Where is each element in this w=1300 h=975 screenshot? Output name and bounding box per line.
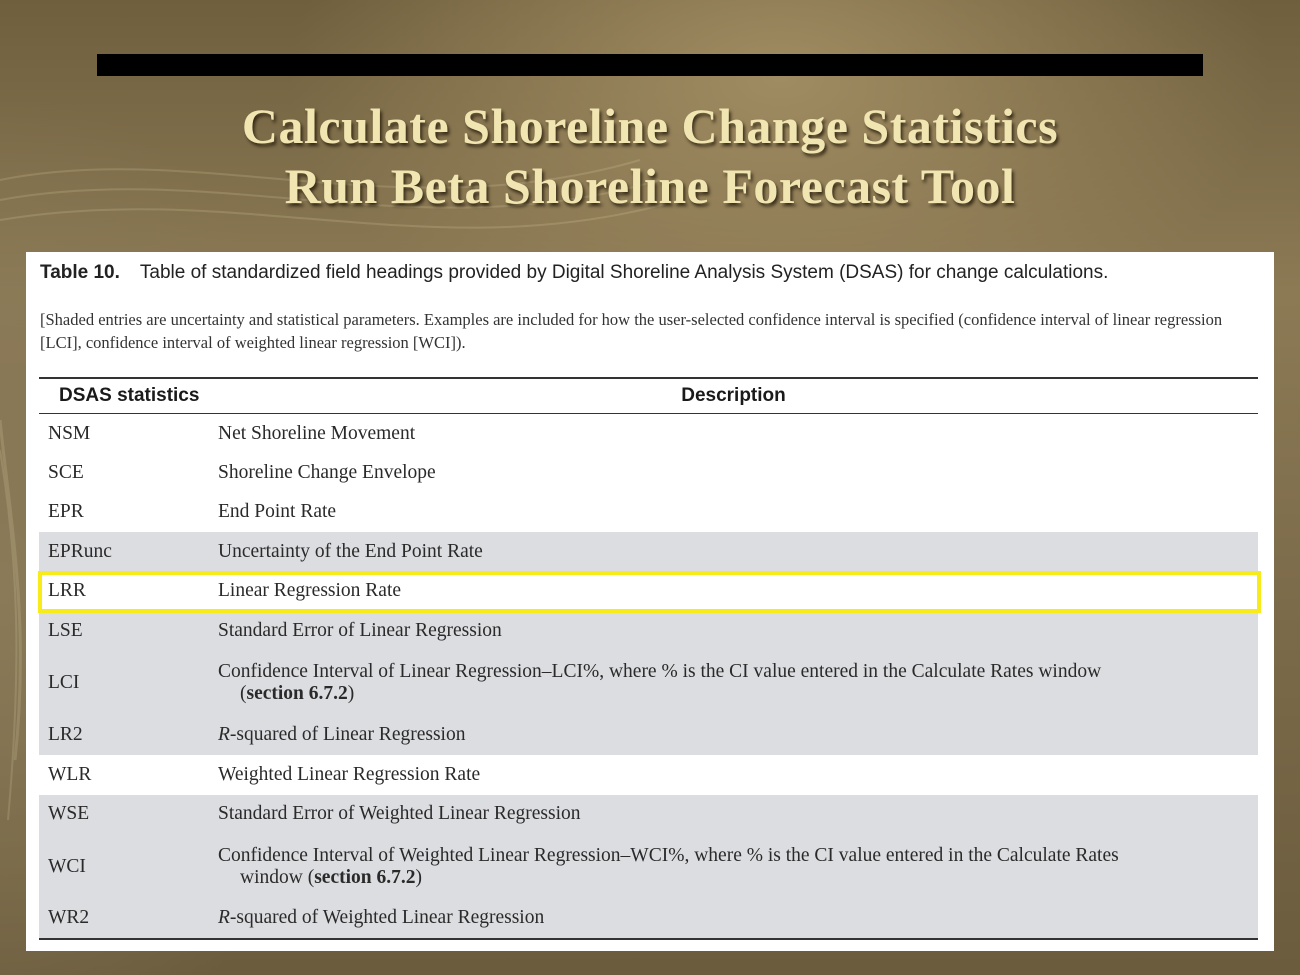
table-row [39, 414, 1258, 454]
stat-description: Shoreline Change Envelope [218, 461, 436, 483]
table-row [39, 834, 1258, 899]
table-row [39, 651, 1258, 716]
dsas-statistics-table [39, 377, 1258, 940]
stat-code: WSE [39, 795, 209, 835]
paren-open: ( [240, 683, 247, 704]
lrr-highlight-box [38, 571, 1261, 613]
stat-code: WCI [39, 834, 209, 899]
stat-code: NSM [48, 422, 91, 444]
stat-description [209, 834, 1258, 899]
paren-close: ) [347, 683, 355, 704]
stat-description-main: Confidence Interval of Linear Regression–LCI%, where % is the CI value entered in the Calculate Rates window [218, 661, 1102, 682]
stat-description: End Point Rate [218, 501, 337, 523]
table-caption-label: Table 10. [40, 262, 120, 283]
stat-description: Net Shoreline Movement [218, 422, 416, 444]
stat-code: LSE [39, 611, 209, 651]
stat-code: EPRunc [39, 532, 209, 572]
stat-code: LRR [48, 580, 86, 602]
r-italic: R [218, 724, 230, 746]
stat-description: Standard Error of Linear Regression [209, 611, 1258, 651]
table-row [39, 611, 1258, 651]
header-description: Description [209, 378, 1258, 414]
top-black-bar [97, 54, 1203, 76]
stat-code: WR2 [39, 899, 209, 939]
table-row [39, 795, 1258, 835]
section-reference: section 6.7.2 [246, 683, 348, 704]
stat-description-main: Confidence Interval of Weighted Linear Regression–WCI%, where % is the CI value entered in the Calculate Rates [218, 844, 1119, 866]
stat-description-continuation [218, 683, 354, 705]
section-reference: section 6.7.2 [314, 866, 416, 888]
stat-description-rest: -squared of Linear Regression [229, 724, 466, 746]
table-caption [40, 262, 1260, 284]
stat-description [209, 899, 1258, 939]
stat-code: WLR [48, 763, 92, 785]
stat-description-rest: -squared of Weighted Linear Regression [229, 907, 545, 929]
table-row [39, 532, 1258, 572]
stat-description [209, 651, 1258, 716]
table-row [39, 716, 1258, 756]
stat-description-continuation [218, 867, 422, 889]
table-row [39, 493, 1258, 533]
stat-code: SCE [48, 461, 84, 483]
slide-title-line-2: Run Beta Shoreline Forecast Tool [284, 158, 1016, 214]
table-caption-text: Table of standardized field headings provided by Digital Shoreline Analysis System (DSAS) for change calculations. [139, 262, 1109, 283]
stat-description: Weighted Linear Regression Rate [218, 763, 481, 785]
slide-title-line-1: Calculate Shoreline Change Statistics [241, 98, 1059, 154]
paren-open: window ( [240, 866, 315, 888]
table-row [39, 453, 1258, 493]
r-italic: R [218, 907, 230, 929]
table-note: [Shaded entries are uncertainty and statistical parameters. Examples are included for how the user-selected confidence interval is specified (confidence interval of linear regression [LCI], confidence interval of weighted linear regression [WCI]). [40, 310, 1223, 352]
stat-description: Uncertainty of the End Point Rate [209, 532, 1258, 572]
slide-title [0, 96, 1300, 216]
stat-code: EPR [48, 501, 84, 523]
stat-description [209, 716, 1258, 756]
header-dsas-statistics: DSAS statistics [39, 378, 209, 414]
table-row [39, 755, 1258, 795]
stat-code: LCI [39, 651, 209, 716]
stat-description: Standard Error of Weighted Linear Regression [209, 795, 1258, 835]
stat-code: LR2 [39, 716, 209, 756]
stat-description: Linear Regression Rate [218, 580, 402, 602]
paren-close: ) [415, 866, 422, 888]
table-row [39, 899, 1258, 939]
